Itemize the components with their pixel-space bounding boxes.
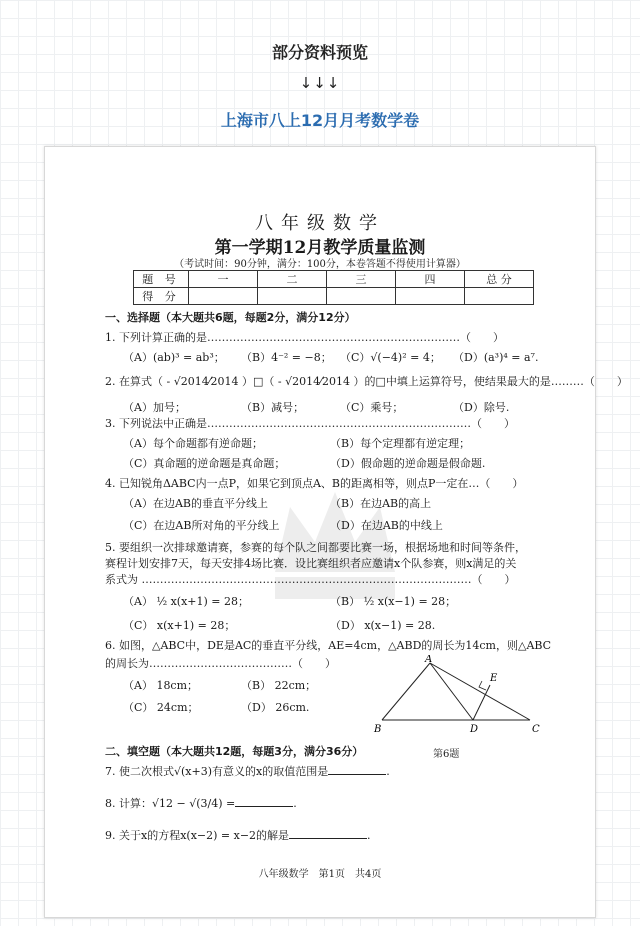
q4-option-d: （D）在边AB的中线上 [330,519,443,532]
q7-text: 7. 使二次根式√(x+3)有意义的x的取值范围是 [105,765,329,778]
question-4: 4. 已知锐角ΔABC内一点P，如果它到顶点A、B的距离相等，则点P一定在…（ ） [105,477,524,490]
figure-caption: 第6题 [433,749,460,760]
preview-title: 部分资料预览 [271,43,368,62]
table-cell: 题 号 [134,271,189,288]
figure-label-d: D [470,724,479,735]
q3-option-b: （B）每个定理都有逆定理； [330,437,471,450]
q8-text: 8. 计算：√12 − √(3/4) = [105,797,236,810]
table-row [134,271,534,288]
q5-option-c: （C） x(x+1) = 28； [123,619,236,632]
figure-label-c: C [532,724,540,735]
q8-answer-blank[interactable] [235,795,293,807]
question-5-line-1: 5. 要组织一次排球邀请赛，参赛的每个队之间都要比赛一场，根据场地和时间等条件， [105,541,526,554]
exam-paper-image [44,146,628,918]
question-9 [105,827,371,843]
q4-option-c: （C）在边AB所对角的平分线上 [123,519,280,532]
q2-option-d: （D）除号. [453,401,510,414]
page-footer: 八年级数学 第1页 共4页 [258,869,382,880]
q3-option-d: （D）假命题的逆命题是假命题. [330,457,486,470]
q2-option-c: （C）乘号； [340,401,404,414]
section-1-heading: 一、选择题（本大题共6题，每题2分，满分12分） [105,311,356,324]
question-2: 2. 在算式（ - √2014⁄2014 ）□（ - √2014⁄2014 ）的□中填上运算符号，使结果最大的是………（ ） [105,375,628,388]
question-3: 3. 下列说法中正确是………………………………………………………………（ ） [105,417,515,430]
question-6-line-1: 6. 如图，△ABC中，DE是AC的垂直平分线，AE=4cm，△ABD的周长为14cm，则△ABC [105,639,552,652]
table-cell [465,288,534,305]
q6-option-d: （D） 26cm. [241,701,310,714]
q2-option-a: （A）加号； [123,401,186,414]
q7-answer-blank[interactable] [328,763,386,775]
table-cell: 二 [258,271,327,288]
table-cell [189,288,258,305]
table-cell: 总 分 [465,271,534,288]
q6-option-c: （C） 24cm； [123,701,199,714]
q6-option-a: （A） 18cm； [123,679,199,692]
q1-option-a: （A）(ab)³ = ab³； [123,351,225,364]
q9-end: . [367,829,371,842]
q2-option-b: （B）减号； [241,401,305,414]
q1-option-d: （D）(a³)⁴ = a⁷. [453,351,539,364]
table-cell: 一 [189,271,258,288]
table-cell: 四 [396,271,465,288]
table-cell: 得 分 [134,288,189,305]
q4-option-b: （B）在边AB的高上 [330,497,432,510]
question-5-line-3: 系式为 ………………………………………………………………………………（ ） [105,573,516,586]
question-8 [105,795,297,811]
table-cell [258,288,327,305]
table-row [134,288,534,305]
question-1: 1. 下列计算正确的是……………………………………………………………（ ） [105,331,504,344]
section-2-heading: 二、填空题（本大题共12题，每题3分，满分36分） [105,745,364,758]
q7-end: . [386,765,390,778]
question-5-line-2: 赛程计划安排7天，每天安排4场比赛．设比赛组织者应邀请x个队参赛，则x满足的关 [105,557,517,570]
q5-option-a: （A） ½ x(x+1) = 28； [123,595,250,608]
q1-option-c: （C）√(−4)² = 4； [340,351,441,364]
q3-option-c: （C）真命题的逆命题是真命题； [123,457,286,470]
q4-option-a: （A）在边AB的垂直平分线上 [123,497,268,510]
down-arrows: ↓↓↓ [299,74,341,92]
table-cell: 三 [327,271,396,288]
figure-label-e: E [490,673,498,684]
q1-option-b: （B）4⁻² = −8； [241,351,332,364]
paper-title: 八年级数学 [255,213,385,234]
score-table [133,270,534,305]
question-6-line-2: 的周长为…………………………………（ ） [105,657,336,670]
q5-option-b: （B） ½ x(x−1) = 28； [330,595,457,608]
table-cell [396,288,465,305]
q8-end: . [293,797,297,810]
triangle-figure [370,655,545,735]
figure-label-a: A [425,655,433,665]
q5-option-d: （D） x(x−1) = 28. [330,619,436,632]
q9-answer-blank[interactable] [289,827,367,839]
q3-option-a: （A）每个命题都有逆命题； [123,437,263,450]
table-cell [327,288,396,305]
figure-label-b: B [374,724,382,735]
exam-title-link[interactable]: 上海市八上12月月考数学卷 [220,111,420,130]
paper-subtitle: 第一学期12月教学质量监测 [214,238,426,258]
question-7 [105,763,390,779]
q6-option-b: （B） 22cm； [241,679,317,692]
paper-note: （考试时间：90分钟，满分：100分，本卷答题不得使用计算器） [174,259,466,270]
q9-text: 9. 关于x的方程x(x−2) = x−2的解是 [105,829,290,842]
